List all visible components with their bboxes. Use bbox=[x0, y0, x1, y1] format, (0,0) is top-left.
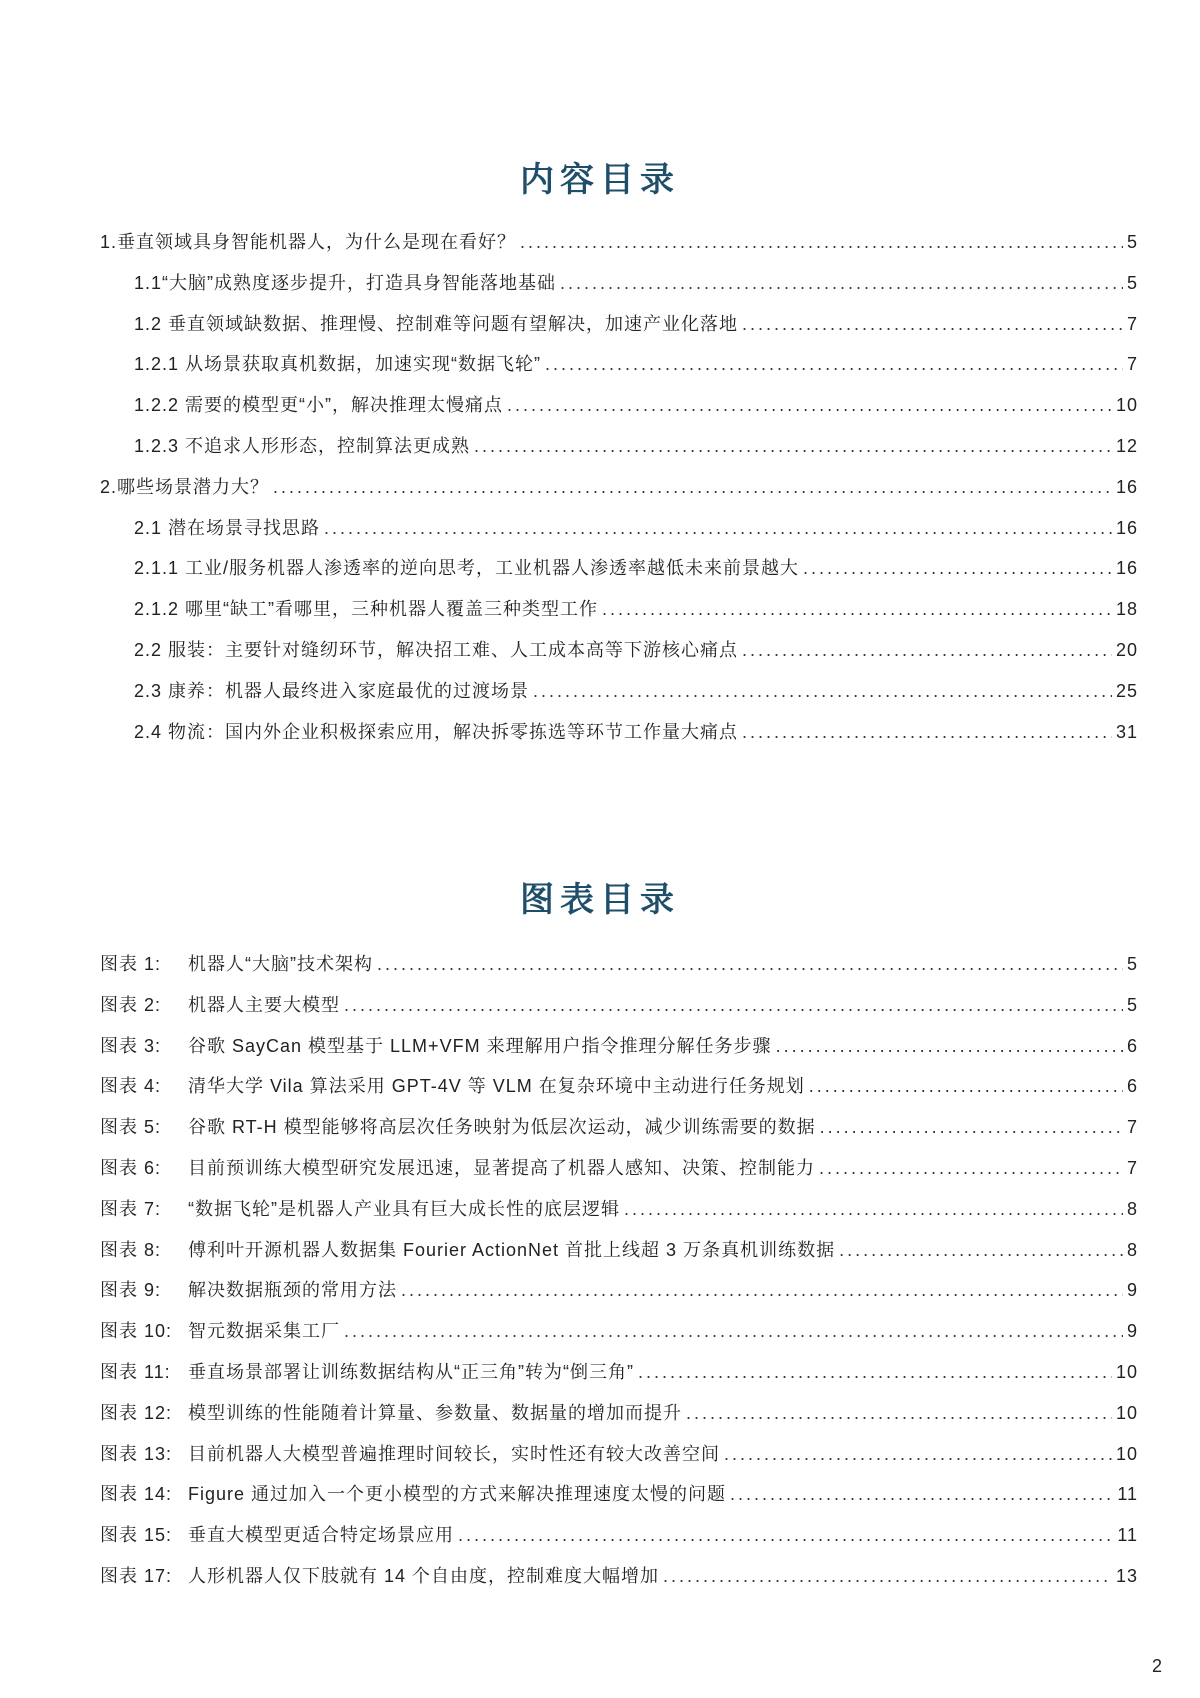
figure-entry[interactable] bbox=[100, 1154, 1138, 1195]
figure-label: 图表 2: bbox=[100, 994, 162, 1015]
toc-entry-title: 2.哪些场景潜力大？ bbox=[100, 476, 270, 497]
dot-leader bbox=[686, 1403, 1112, 1424]
figure-entry[interactable] bbox=[100, 1276, 1138, 1317]
figure-title: 目前机器人大模型普遍推理时间较长，实时性还有较大改善空间 bbox=[188, 1443, 720, 1464]
figure-entry[interactable] bbox=[100, 1113, 1138, 1154]
dot-leader bbox=[545, 354, 1123, 375]
toc-entry[interactable] bbox=[100, 432, 1138, 473]
toc-entry-title: 2.1.1 工业/服务机器人渗透率的逆向思考，工业机器人渗透率越低未来前景越大 bbox=[134, 558, 800, 579]
figure-label: 图表 4: bbox=[100, 1076, 162, 1097]
figure-title: 清华大学 Vila 算法采用 GPT-4V 等 VLM 在复杂环境中主动进行任务规划 bbox=[188, 1076, 805, 1097]
figure-page: 6 bbox=[1126, 1076, 1138, 1097]
toc-entry-page: 31 bbox=[1115, 721, 1138, 742]
figure-label: 图表 15: bbox=[100, 1525, 173, 1546]
figure-entry[interactable] bbox=[100, 1032, 1138, 1073]
figure-page: 7 bbox=[1126, 1157, 1138, 1178]
dot-leader bbox=[742, 722, 1112, 743]
figure-page: 7 bbox=[1126, 1117, 1138, 1138]
toc-entry-page: 20 bbox=[1115, 639, 1138, 660]
figure-entry[interactable] bbox=[100, 1195, 1138, 1236]
figure-title: 谷歌 SayCan 模型基于 LLM+VFM 来理解用户指令推理分解任务步骤 bbox=[188, 1035, 772, 1056]
dot-leader bbox=[776, 1036, 1123, 1057]
figure-title: 垂直大模型更适合特定场景应用 bbox=[188, 1525, 454, 1546]
toc-entry-page: 7 bbox=[1126, 313, 1138, 334]
toc-entry-page: 10 bbox=[1115, 395, 1138, 416]
figure-page: 9 bbox=[1126, 1321, 1138, 1342]
dot-leader bbox=[273, 477, 1112, 498]
dot-leader bbox=[663, 1566, 1112, 1587]
toc-entry-title: 1.垂直领域具身智能机器人，为什么是现在看好？ bbox=[100, 232, 517, 252]
figure-entry[interactable] bbox=[100, 991, 1138, 1032]
figure-title: 机器人“大脑”技术架构 bbox=[188, 954, 373, 974]
figure-label: 图表 6: bbox=[100, 1157, 162, 1178]
toc-entry-page: 16 bbox=[1115, 476, 1138, 497]
toc-entry[interactable] bbox=[100, 350, 1138, 391]
figure-label: 图表 14: bbox=[100, 1484, 173, 1505]
toc-entry-title: 2.4 物流：国内外企业积极探索应用，解决拆零拣选等环节工作量大痛点 bbox=[134, 721, 739, 742]
dot-leader bbox=[344, 1321, 1123, 1342]
dot-leader bbox=[401, 1280, 1123, 1301]
table-of-contents bbox=[100, 228, 1138, 758]
dot-leader bbox=[377, 954, 1123, 975]
figure-title: 傅利叶开源机器人数据集 Fourier ActionNet 首批上线超 3 万条真机训练数据 bbox=[188, 1239, 836, 1260]
figure-page: 9 bbox=[1126, 1280, 1138, 1301]
figure-entry[interactable] bbox=[100, 1399, 1138, 1440]
list-of-figures bbox=[100, 950, 1138, 1603]
dot-leader bbox=[344, 995, 1123, 1016]
figure-page: 8 bbox=[1126, 1239, 1138, 1260]
dot-leader bbox=[533, 681, 1112, 702]
toc-entry[interactable] bbox=[100, 514, 1138, 555]
figure-title: 人形机器人仅下肢就有 14 个自由度，控制难度大幅增加 bbox=[188, 1565, 660, 1586]
toc-entry-page: 16 bbox=[1115, 558, 1138, 579]
figure-page: 11 bbox=[1117, 1484, 1138, 1505]
toc-entry[interactable] bbox=[100, 636, 1138, 677]
figure-entry[interactable] bbox=[100, 1480, 1138, 1521]
figure-label: 图表 9: bbox=[100, 1280, 162, 1301]
figure-title: 机器人主要大模型 bbox=[188, 994, 340, 1015]
figure-entry[interactable] bbox=[100, 1440, 1138, 1481]
toc-entry-title: 2.3 康养：机器人最终进入家庭最优的过渡场景 bbox=[134, 680, 530, 701]
figure-label: 图表 10: bbox=[100, 1321, 173, 1342]
toc-entry-page: 5 bbox=[1126, 272, 1138, 293]
figure-title: Figure 通过加入一个更小模型的方式来解决推理速度太慢的问题 bbox=[188, 1484, 727, 1505]
toc-entry[interactable] bbox=[100, 718, 1138, 759]
figure-label: 图表 12: bbox=[100, 1402, 173, 1423]
figure-page: 5 bbox=[1126, 994, 1138, 1015]
dot-leader bbox=[560, 273, 1123, 294]
toc-entry-page: 5 bbox=[1126, 232, 1138, 252]
toc-entry-title: 1.1“大脑”成熟度逐步提升，打造具身智能落地基础 bbox=[134, 272, 557, 293]
toc-entry[interactable] bbox=[100, 391, 1138, 432]
figure-title: “数据飞轮”是机器人产业具有巨大成长性的底层逻辑 bbox=[188, 1198, 620, 1219]
figures-title: 图表目录 bbox=[520, 881, 680, 919]
figure-page: 5 bbox=[1126, 954, 1138, 974]
toc-entry-page: 7 bbox=[1126, 354, 1138, 375]
dot-leader bbox=[730, 1484, 1113, 1505]
toc-entry[interactable] bbox=[100, 269, 1138, 310]
dot-leader bbox=[742, 640, 1112, 661]
figure-label: 图表 17: bbox=[100, 1565, 173, 1586]
figure-page: 10 bbox=[1115, 1443, 1138, 1464]
figure-label: 图表 5: bbox=[100, 1117, 162, 1138]
figure-page: 11 bbox=[1117, 1525, 1138, 1546]
figure-entry[interactable] bbox=[100, 1317, 1138, 1358]
figure-label: 图表 13: bbox=[100, 1443, 173, 1464]
figure-label: 图表 11: bbox=[100, 1361, 171, 1382]
figure-entry[interactable] bbox=[100, 1562, 1138, 1603]
figure-title: 目前预训练大模型研究发展迅速，显著提高了机器人感知、决策、控制能力 bbox=[188, 1157, 815, 1178]
toc-entry[interactable] bbox=[100, 310, 1138, 351]
figure-entry[interactable] bbox=[100, 950, 1138, 991]
figure-page: 6 bbox=[1126, 1035, 1138, 1056]
dot-leader bbox=[624, 1199, 1123, 1220]
toc-entry[interactable] bbox=[100, 595, 1138, 636]
dot-leader bbox=[839, 1240, 1123, 1261]
dot-leader bbox=[324, 518, 1112, 539]
toc-entry[interactable] bbox=[100, 677, 1138, 718]
toc-entry-title: 1.2.3 不追求人形形态，控制算法更成熟 bbox=[134, 435, 471, 456]
dot-leader bbox=[809, 1076, 1123, 1097]
toc-entry-title: 1.2 垂直领域缺数据、推理慢、控制难等问题有望解决，加速产业化落地 bbox=[134, 313, 739, 334]
figure-label: 图表 8: bbox=[100, 1239, 162, 1260]
figure-label: 图表 1: bbox=[100, 954, 162, 974]
dot-leader bbox=[803, 558, 1112, 579]
dot-leader bbox=[474, 436, 1112, 457]
toc-entry-title: 2.1 潜在场景寻找思路 bbox=[134, 517, 321, 538]
figure-entry[interactable] bbox=[100, 1236, 1138, 1277]
toc-entry-page: 12 bbox=[1115, 435, 1138, 456]
figure-label: 图表 7: bbox=[100, 1198, 162, 1219]
dot-leader bbox=[820, 1117, 1123, 1138]
dot-leader bbox=[458, 1525, 1113, 1546]
toc-entry[interactable] bbox=[100, 228, 1138, 269]
toc-entry-page: 18 bbox=[1115, 599, 1138, 620]
toc-entry-title: 2.1.2 哪里“缺工”看哪里，三种机器人覆盖三种类型工作 bbox=[134, 599, 599, 620]
dot-leader bbox=[602, 599, 1112, 620]
toc-entry[interactable] bbox=[100, 554, 1138, 595]
toc-entry-title: 1.2.1 从场景获取真机数据，加速实现“数据飞轮” bbox=[134, 354, 542, 375]
figure-label: 图表 3: bbox=[100, 1035, 162, 1056]
figure-page: 8 bbox=[1126, 1198, 1138, 1219]
figure-title: 模型训练的性能随着计算量、参数量、数据量的增加而提升 bbox=[188, 1402, 682, 1423]
page-number: 2 bbox=[1151, 1656, 1162, 1676]
figure-title: 垂直场景部署让训练数据结构从“正三角”转为“倒三角” bbox=[188, 1361, 634, 1382]
figure-title: 谷歌 RT-H 模型能够将高层次任务映射为低层次运动，减少训练需要的数据 bbox=[188, 1117, 816, 1138]
dot-leader bbox=[742, 314, 1123, 335]
figure-page: 13 bbox=[1115, 1565, 1138, 1586]
figure-title: 智元数据采集工厂 bbox=[188, 1321, 340, 1342]
toc-entry-page: 16 bbox=[1115, 517, 1138, 538]
figure-entry[interactable] bbox=[100, 1521, 1138, 1562]
dot-leader bbox=[638, 1362, 1112, 1383]
toc-entry-page: 25 bbox=[1115, 680, 1138, 701]
toc-entry-title: 1.2.2 需要的模型更“小”，解决推理太慢痛点 bbox=[134, 395, 504, 416]
dot-leader bbox=[724, 1444, 1112, 1465]
figure-title: 解决数据瓶颈的常用方法 bbox=[188, 1280, 397, 1301]
figure-page: 10 bbox=[1115, 1361, 1138, 1382]
figure-page: 10 bbox=[1115, 1402, 1138, 1423]
dot-leader bbox=[507, 395, 1112, 416]
figure-entry[interactable] bbox=[100, 1358, 1138, 1399]
dot-leader bbox=[520, 232, 1123, 253]
figure-entry[interactable] bbox=[100, 1072, 1138, 1113]
dot-leader bbox=[819, 1158, 1123, 1179]
toc-entry-title: 2.2 服装：主要针对缝纫环节，解决招工难、人工成本高等下游核心痛点 bbox=[134, 639, 739, 660]
toc-entry[interactable] bbox=[100, 473, 1138, 514]
contents-title: 内容目录 bbox=[520, 161, 680, 199]
